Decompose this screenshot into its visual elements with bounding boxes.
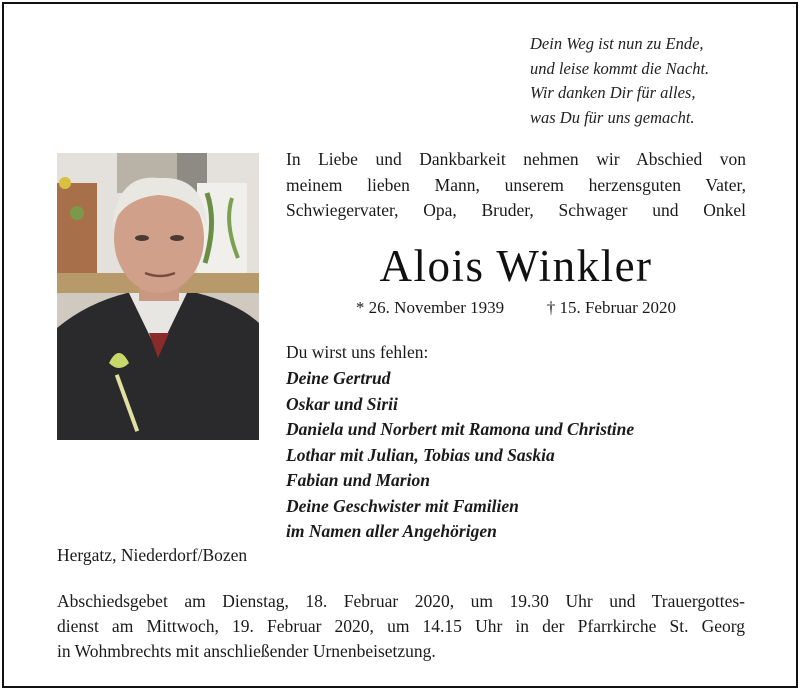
intro-text — [286, 147, 746, 224]
poem-line: Wir danken Dir für alles, — [530, 83, 696, 102]
mourner-entry: Lothar mit Julian, Tobias und Saskia — [286, 444, 555, 465]
poem — [530, 32, 780, 130]
intro-line: In Liebe und Dankbarkeit nehmen wir Abschied von — [286, 149, 746, 169]
mourner-entry: im Namen aller Angehörigen — [286, 521, 497, 541]
mourner-entry: Fabian und Marion — [286, 470, 430, 490]
mourner-entry: Deine Gertrud — [286, 368, 391, 388]
deceased-name: Alois Winkler — [379, 241, 653, 291]
mourner-entry: Deine Geschwister mit Familien — [286, 495, 519, 516]
death-cross-icon: † — [546, 298, 556, 317]
birth-date: 26. November 1939 — [368, 298, 505, 317]
life-dates — [286, 298, 746, 318]
service-line: Abschiedsgebet am Dienstag, 18. Februar 2020, um 19.30 Uhr und Trauergottes- — [57, 591, 745, 611]
service-line: in Wohmbrechts mit anschließender Urnenbeisetzung. — [57, 641, 436, 661]
birth-star-icon: * — [355, 298, 365, 317]
mourner-entry: Daniela und Norbert mit Ramona und Christine — [286, 419, 635, 439]
poem-line: und leise kommt die Nacht. — [530, 58, 710, 78]
portrait-photo — [57, 153, 259, 440]
mourner-entry: Oskar und Sirii — [286, 393, 398, 414]
poem-line: was Du für uns gemacht. — [530, 107, 695, 127]
intro-line: Schwiegervater, Opa, Bruder, Schwager und Onkel — [286, 200, 746, 220]
intro-line: meinem lieben Mann, unserem herzensguten Vater, — [286, 174, 746, 195]
service-info — [57, 589, 745, 664]
mourners-intro: Du wirst uns fehlen: — [286, 342, 429, 362]
poem-line: Dein Weg ist nun zu Ende, — [530, 34, 704, 53]
death-date: 15. Februar 2020 — [559, 298, 677, 317]
service-line: dienst am Mittwoch, 19. Februar 2020, um 14.15 Uhr in der Pfarrkirche St. Georg — [57, 616, 745, 636]
place-line: Hergatz, Niederdorf/Bozen — [57, 545, 248, 565]
mourners-list — [286, 366, 634, 545]
